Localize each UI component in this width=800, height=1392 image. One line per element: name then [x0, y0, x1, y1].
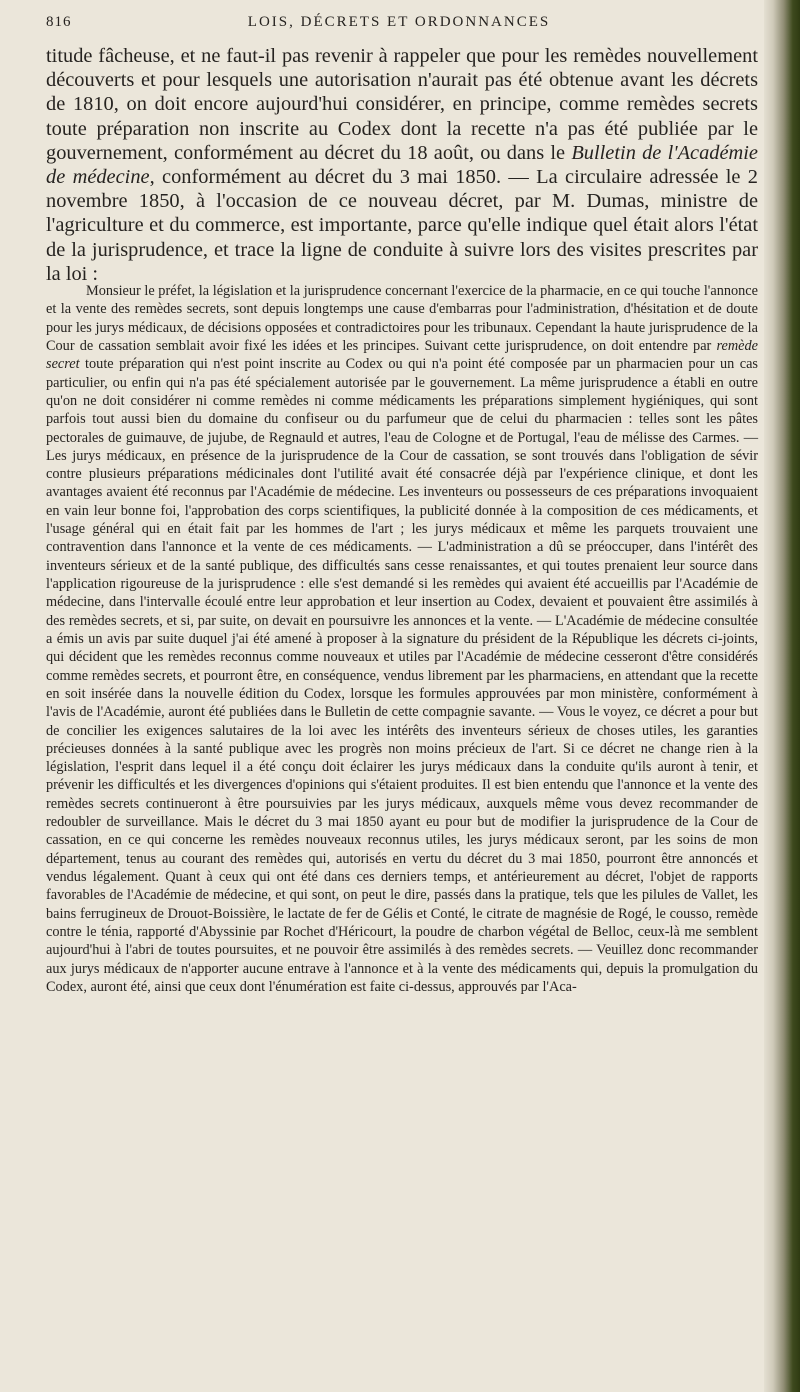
bulletin-title: Bulletin de l'Académie de médecine — [46, 141, 758, 189]
circular-letter — [46, 282, 758, 996]
page-number: 816 — [46, 14, 72, 30]
intro-text-part1: titude fâcheuse, et ne faut-il pas revenir à rappeler que pour les remèdes nouvellement découverts et pour lesquels une autorisation n'aurait pas été obtenue avant les décrets de 1810, on doit encore aujourd'hui considérer, en principe, comme remèdes secrets toute préparation non inscrite au Codex dont la recette n'a pas été publiée par le gouvernement, conformément au décret du 18 août, ou dans le — [46, 45, 758, 164]
page-header — [46, 12, 752, 36]
letter-text-part1: Monsieur le préfet, la législation et la jurisprudence concernant l'exercice de la pharmacie, en ce qui touche l'annonce et la vente des remèdes secrets, sont depuis longtemps une cause d'embarras pour l'administration, d'hésitation et de doute pour les jurys médicaux, de décisions opposées et contradictoires pour les tribunaux. Cependant la haute jurisprudence de la Cour de cassation semblait avoir fixé les idées et les principes. Suivant cette jurisprudence, on doit entendre par — [46, 283, 758, 354]
intro-text-part2: , conformément au décret du 3 mai 1850. — La circulaire adressée le 2 novembre 1850, à l'occasion de ce nouveau décret, par M. Dumas, ministre de l'agriculture et du commerce, est importante, parce qu'elle indique quel était alors l'état de la jurisprudence, et trace la ligne de conduite à suivre lors des visites prescrites par la loi : — [46, 166, 758, 285]
letter-text-part2: toute préparation qui n'est point inscrite au Codex ou qui n'a point été composée par un pharmacien pour un cas particulier, ou enfin qui n'a pas été spécialement autorisée par le gouvernement. La même jurisprudence a établi en outre qu'on ne doit considérer ni comme remèdes ni comme médicaments les préparations simplement hygiéniques, qui sont parfois tout aussi bien du domaine du confiseur ou du parfumeur que de celui du pharmacien : telles sont les pâtes pectorales de guimauve, de jujube, de Regnauld et autres, l'eau de Cologne et de Portugal, l'eau de mélisse des Carmes. — Les jurys médicaux, en présence de la jurisprudence de la Cour de cassation, se sont trouvés dans l'obligation de sévir contre plusieurs préparations médicinales dont l'utilité avait été consacrée déjà par l'expérience clinique, et dont les avantages avaient été reconnus par l'Académie de médecine. Les inventeurs ou possesseurs de ces préparations invoquaient en vain leur bonne foi, l'approbation des corps scientifiques, la publicité donnée à la composition de ces médicaments, et l'usage général qui en était fait par les hommes de l'art ; les jurys médicaux et même les parquets trouvaient une contravention dans l'annonce et la vente de ces médicaments. — L'administration a dû se préoccuper, dans l'intérêt des inventeurs sérieux et de la santé publique, des difficultés sans cesse renaissantes, et qui toutes prenaient leur source dans l'application rigoureuse de la jurisprudence : elle s'est demandé si les remèdes qui avaient été accueillis par l'Académie de médecine, dans l'intervalle écoulé entre leur approbation et leur insertion au Codex, devaient et pouvaient être assimilés à des remèdes secrets, et si, par suite, on devait en poursuivre les annonces et la vente. — L'Académie de médecine consultée a émis un avis par suite duquel j'ai été amené à proposer à la signature du président de la République les décrets ci-joints, qui décident que les remèdes reconnus comme nouveaux et utiles par l'Académie de médecine cesseront d'être considérés comme remèdes secrets, et pourront être, en conséquence, vendus librement par les pharmaciens, en attendant que la recette en soit insérée dans la nouvelle édition du Codex, lorsque les formules approuvées par mon ministère, conformément à l'avis de l'Académie, auront été publiées dans le Bulletin de cette compagnie savante. — Vous le voyez, ce décret a pour but de concilier les exigences salutaires de la loi avec les intérêts des inventeurs sérieux de choses utiles, les garanties précieuses données à la santé publique avec les progrès non moins précieux de l'art. Si ce décret ne change rien à la législation, l'esprit dans lequel il a été conçu doit éclairer les jurys médicaux dans la conduite qu'ils auront à tenir, et prévenir les difficultés et les divergences d'opinions qui s'étaient produites. Il est bien entendu que l'annonce et la vente des remèdes secrets continueront à être poursuivies par les jurys médicaux, auxquels même vous devez recommander de redoubler de surveillance. Mais le décret du 3 mai 1850 ayant eu pour but de modifier la jurisprudence de la Cour de cassation, en ce qui concerne les remèdes nouveaux reconnus utiles, les jurys médicaux seront, par les soins de mon département, tenus au courant des remèdes qui, autorisés en vertu du décret du 3 mai 1850, pourront être annoncés et vendus légalement. Quant à ceux qui ont été dans ces derniers temps, et antérieurement au décret, l'objet de rapports favorables de l'Académie de médecine, et qui sont, on peut le dire, passés dans la pratique, tels que les pilules de Vallet, les bains ferrugineux de Drouot-Boissière, le lactate de fer de Gélis et Conté, le citrate de magnésie de Rogé, le cousso, remède contre le ténia, rapporté d'Abyssinie par Rochet d'Héricourt, la poudre de charbon végétal de Belloc, ceux-là me semblent aujourd'hui à l'abri de toutes poursuites, et ne pouvoir être assimilés à des remèdes secrets. — Veuillez donc recommander aux jurys médicaux de n'apporter aucune entrave à l'annonce et à la vente des médicaments qui, depuis la promulgation du Codex, auront été, ainsi que ceux dont l'énumération est faite ci-dessus, approuvés par l'Aca- — [46, 356, 758, 995]
term-remede-secret: remède secret — [46, 337, 758, 373]
intro-paragraph — [46, 44, 758, 286]
running-title: LOIS, DÉCRETS ET ORDONNANCES — [247, 14, 551, 30]
book-binding-edge — [764, 0, 800, 1392]
